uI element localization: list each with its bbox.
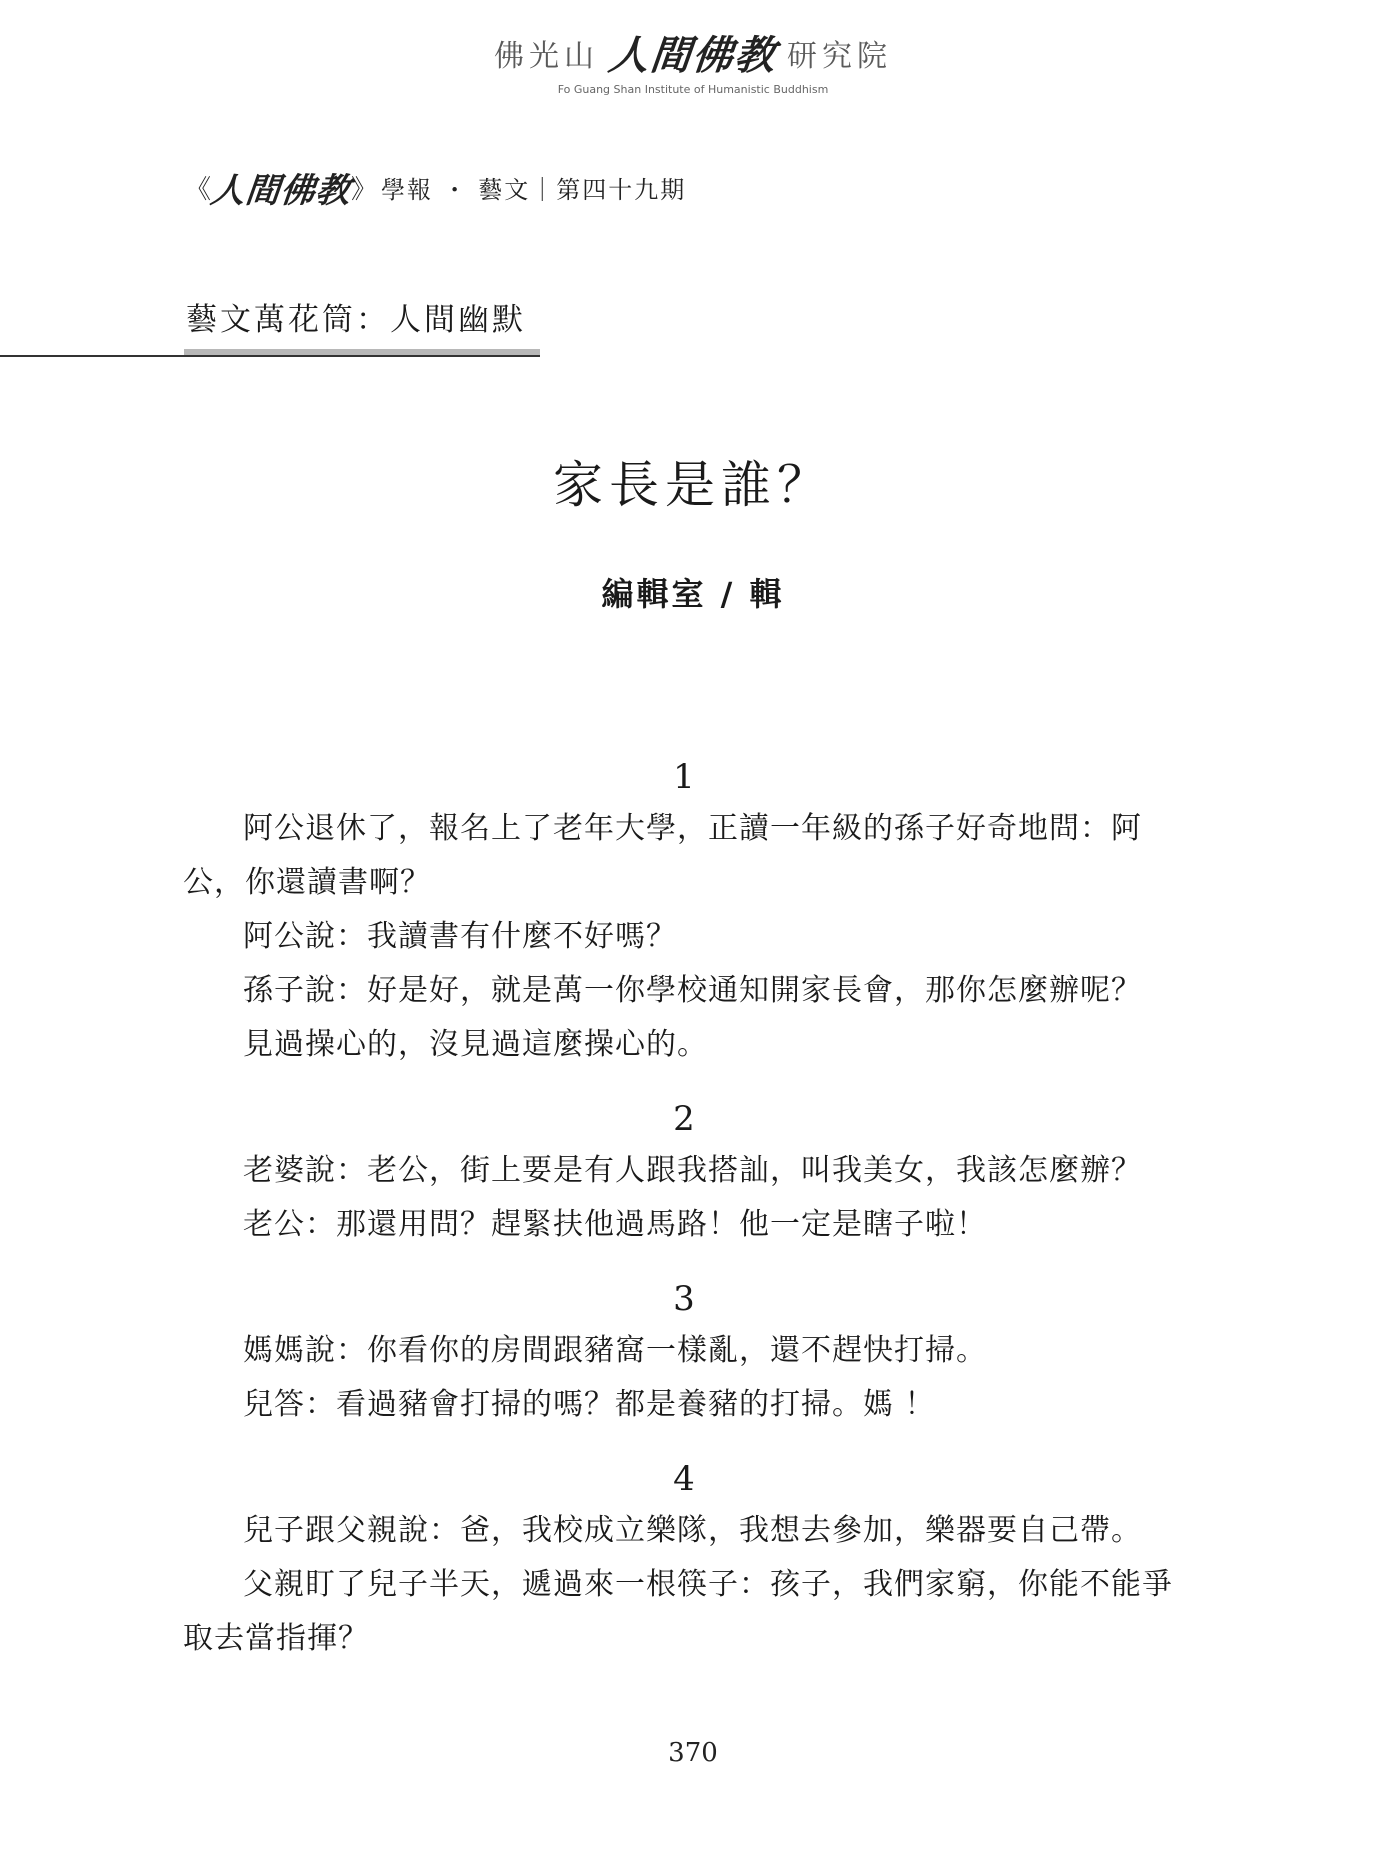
journal-running-head (185, 163, 686, 212)
paragraph: 阿公退休了，報名上了老年大學，正讀一年級的孫子好奇地問：阿公，你還讀書啊？ (183, 811, 1142, 900)
article-body (183, 752, 1185, 1666)
page-number: 370 (668, 1738, 718, 1768)
journal-issue: 學報 ・ 藝文｜第四十九期 (381, 176, 687, 204)
paragraph: 阿公說：我讀書有什麼不好嗎？ (243, 919, 677, 954)
section-divider (0, 355, 540, 357)
paragraph: 老婆說：老公，街上要是有人跟我搭訕，叫我美女，我該怎麼辦？ (243, 1153, 1142, 1188)
paragraph: 兒答：看過豬會打掃的嗎？都是養豬的打掃。媽 ！ (243, 1387, 936, 1422)
section-number: 1 (673, 757, 695, 797)
journal-open-bracket: 《 (185, 175, 212, 205)
column-label: 藝文萬花筒：人間幽默 (186, 302, 526, 338)
paragraph: 兒子跟父親說：爸，我校成立樂隊，我想去參加，樂器要自己帶。 (243, 1513, 1142, 1548)
paragraph: 老公：那還用問？趕緊扶他過馬路！他一定是瞎子啦！ (243, 1207, 987, 1242)
institute-brand-logo: 人間佛教 (606, 32, 780, 79)
joke-section (183, 1274, 1185, 1432)
paragraph: 媽媽說：你看你的房間跟豬窩一樣亂，還不趕快打掃。 (243, 1333, 987, 1368)
institute-english-name: Fo Guang Shan Institute of Humanistic Buddhism (557, 83, 829, 96)
section-number: 2 (673, 1099, 695, 1139)
journal-close-bracket: 》 (351, 175, 378, 205)
paragraph: 孫子說：好是好，就是萬一你學校通知開家長會，那你怎麼辦呢？ (243, 973, 1142, 1008)
section-number: 4 (673, 1459, 695, 1499)
paragraph: 見過操心的，沒見過這麼操心的。 (243, 1027, 708, 1062)
paragraph: 父親盯了兒子半天，遞過來一根筷子：孩子，我們家窮，你能不能爭取去當指揮？ (183, 1567, 1173, 1656)
joke-section (183, 752, 1185, 1072)
article-title: 家長是誰？ (553, 456, 833, 514)
joke-section (183, 1094, 1185, 1252)
institute-name (494, 24, 892, 81)
institute-name-left: 佛光山 (494, 38, 599, 74)
journal-brand-logo: 人間佛教 (208, 171, 353, 211)
joke-section (183, 1454, 1185, 1666)
article-byline: 編輯室 / 輯 (601, 575, 785, 613)
institute-header (0, 24, 1386, 96)
section-number: 3 (673, 1279, 695, 1319)
institute-name-right: 研究院 (787, 38, 892, 74)
